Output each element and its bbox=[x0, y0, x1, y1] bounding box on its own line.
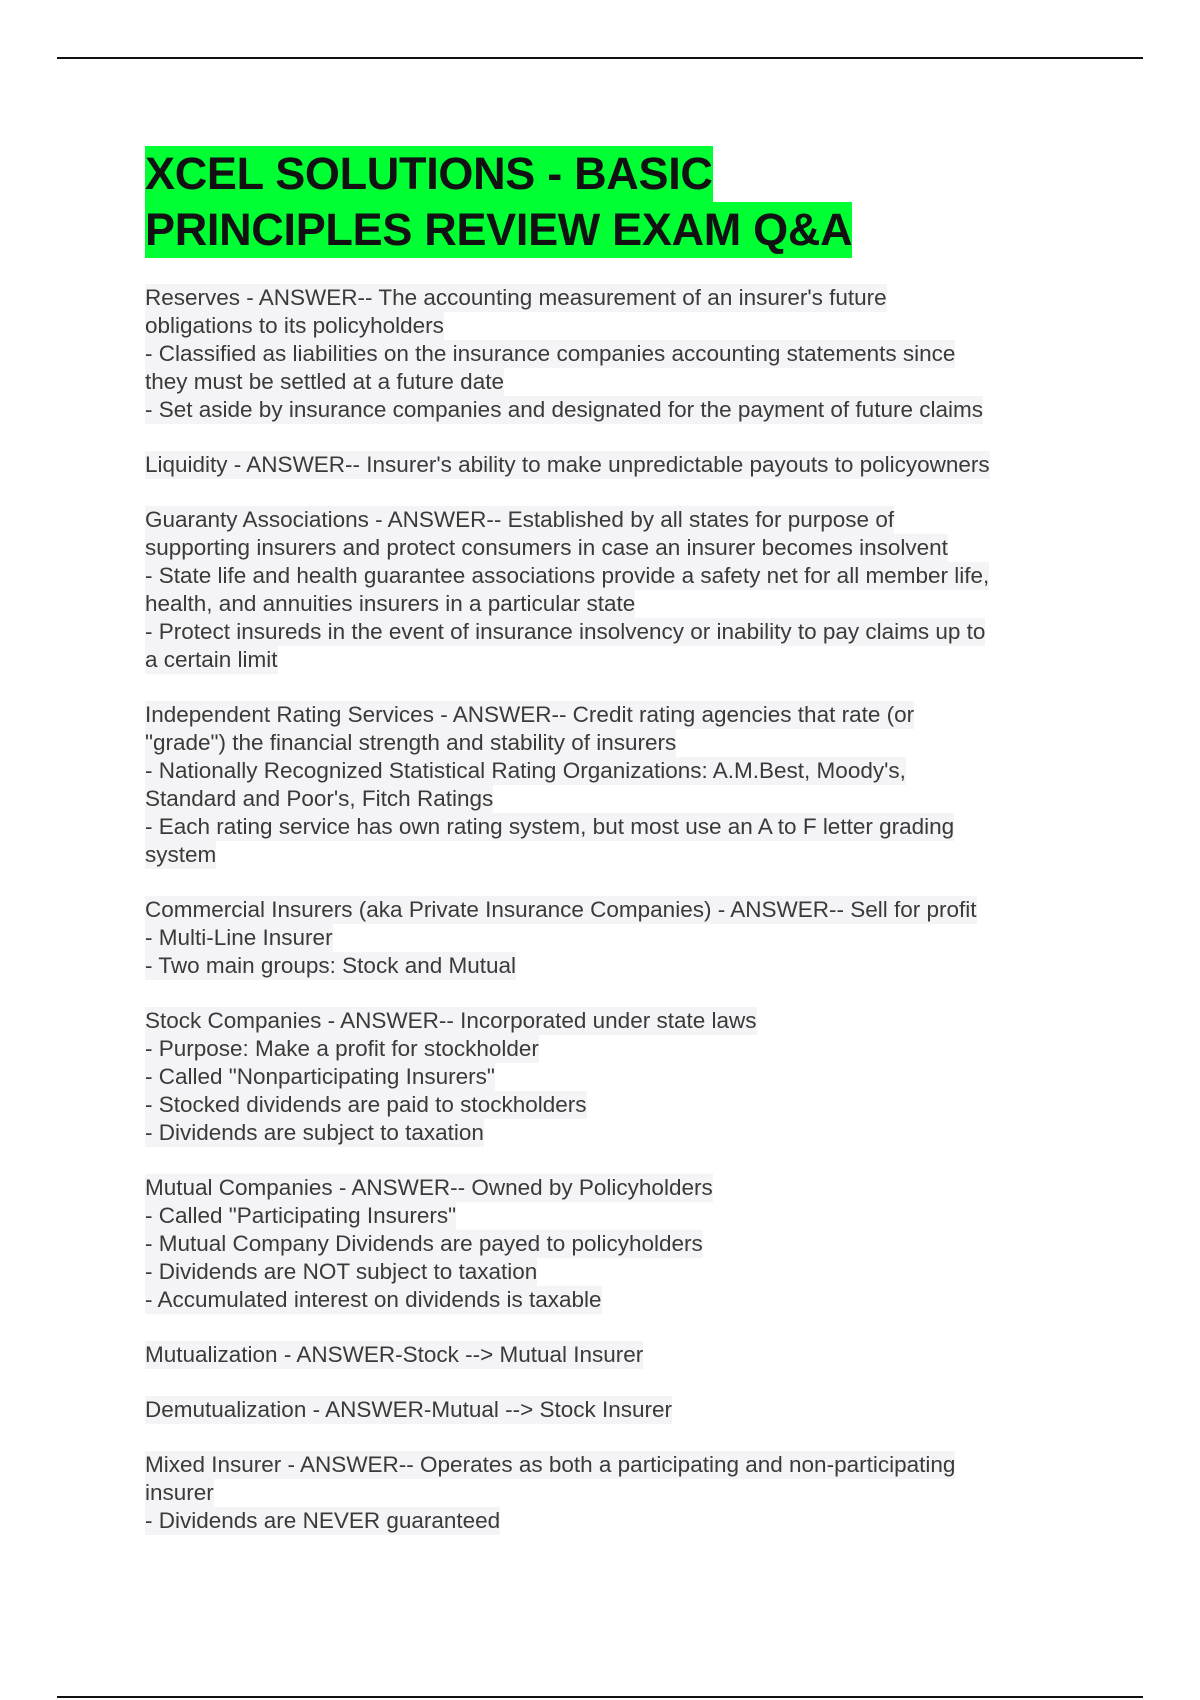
title-line: XCEL SOLUTIONS - BASIC bbox=[145, 146, 713, 202]
entry-line: Commercial Insurers (aka Private Insurance Companies) - ANSWER-- Sell for profit bbox=[145, 897, 977, 922]
entry-line: - Each rating service has own rating system, but most use an A to F letter grading bbox=[145, 814, 955, 839]
qa-entry-mutualization bbox=[145, 1341, 1075, 1369]
qa-entry-mutual-companies bbox=[145, 1174, 1075, 1314]
bottom-rule bbox=[57, 1696, 1143, 1698]
entry-line: - State life and health guarantee associations provide a safety net for all member life, bbox=[145, 563, 990, 588]
entry-line: - Stocked dividends are paid to stockholders bbox=[145, 1092, 587, 1117]
entry-line: - Dividends are NEVER guaranteed bbox=[145, 1508, 501, 1533]
entry-line: insurer bbox=[145, 1480, 214, 1505]
document-title bbox=[145, 146, 1075, 258]
entry-line: Independent Rating Services - ANSWER-- Credit rating agencies that rate (or bbox=[145, 702, 915, 727]
entry-line: - Called "Nonparticipating Insurers" bbox=[145, 1064, 495, 1089]
entry-line: Demutualization - ANSWER-Mutual --> Stock Insurer bbox=[145, 1397, 673, 1422]
top-rule bbox=[57, 57, 1143, 59]
entry-line: Mixed Insurer - ANSWER-- Operates as both a participating and non-participating bbox=[145, 1452, 956, 1477]
entry-line: health, and annuities insurers in a particular state bbox=[145, 591, 636, 616]
entry-line: - Accumulated interest on dividends is taxable bbox=[145, 1287, 602, 1312]
title-line: PRINCIPLES REVIEW EXAM Q&A bbox=[145, 202, 852, 258]
entry-line: Reserves - ANSWER-- The accounting measurement of an insurer's future bbox=[145, 285, 887, 310]
qa-entry-guaranty-associations bbox=[145, 506, 1075, 674]
entry-line: - Two main groups: Stock and Mutual bbox=[145, 953, 517, 978]
entry-line: - Purpose: Make a profit for stockholder bbox=[145, 1036, 539, 1061]
entry-line: - Dividends are subject to taxation bbox=[145, 1120, 484, 1145]
entry-line: - Mutual Company Dividends are payed to policyholders bbox=[145, 1231, 703, 1256]
entry-line: they must be settled at a future date bbox=[145, 369, 504, 394]
qa-entry-liquidity bbox=[145, 451, 1075, 479]
entry-line: - Classified as liabilities on the insurance companies accounting statements since bbox=[145, 341, 956, 366]
document-page bbox=[145, 146, 1075, 1562]
entry-line: Stock Companies - ANSWER-- Incorporated under state laws bbox=[145, 1008, 757, 1033]
entry-line: supporting insurers and protect consumers in case an insurer becomes insolvent bbox=[145, 535, 948, 560]
entry-line: obligations to its policyholders bbox=[145, 313, 444, 338]
entry-line: system bbox=[145, 842, 217, 867]
qa-entry-demutualization bbox=[145, 1396, 1075, 1424]
entry-line: Liquidity - ANSWER-- Insurer's ability to make unpredictable payouts to policyowners bbox=[145, 452, 990, 477]
entry-line: - Nationally Recognized Statistical Rating Organizations: A.M.Best, Moody's, bbox=[145, 758, 906, 783]
entry-line: - Set aside by insurance companies and designated for the payment of future claims bbox=[145, 397, 983, 422]
qa-entry-reserves bbox=[145, 284, 1075, 424]
entry-line: Mutualization - ANSWER-Stock --> Mutual Insurer bbox=[145, 1342, 644, 1367]
entry-line: Mutual Companies - ANSWER-- Owned by Policyholders bbox=[145, 1175, 713, 1200]
qa-entry-mixed-insurer bbox=[145, 1451, 1075, 1535]
qa-entry-independent-rating-services bbox=[145, 701, 1075, 869]
entry-line: - Dividends are NOT subject to taxation bbox=[145, 1259, 538, 1284]
entry-line: a certain limit bbox=[145, 647, 278, 672]
entry-line: "grade") the financial strength and stability of insurers bbox=[145, 730, 677, 755]
entry-line: - Protect insureds in the event of insurance insolvency or inability to pay claims up to bbox=[145, 619, 986, 644]
entry-line: - Called "Participating Insurers" bbox=[145, 1203, 457, 1228]
entry-line: Standard and Poor's, Fitch Ratings bbox=[145, 786, 494, 811]
entry-line: Guaranty Associations - ANSWER-- Established by all states for purpose of bbox=[145, 507, 895, 532]
qa-entry-stock-companies bbox=[145, 1007, 1075, 1147]
entry-line: - Multi-Line Insurer bbox=[145, 925, 333, 950]
qa-entry-commercial-insurers bbox=[145, 896, 1075, 980]
